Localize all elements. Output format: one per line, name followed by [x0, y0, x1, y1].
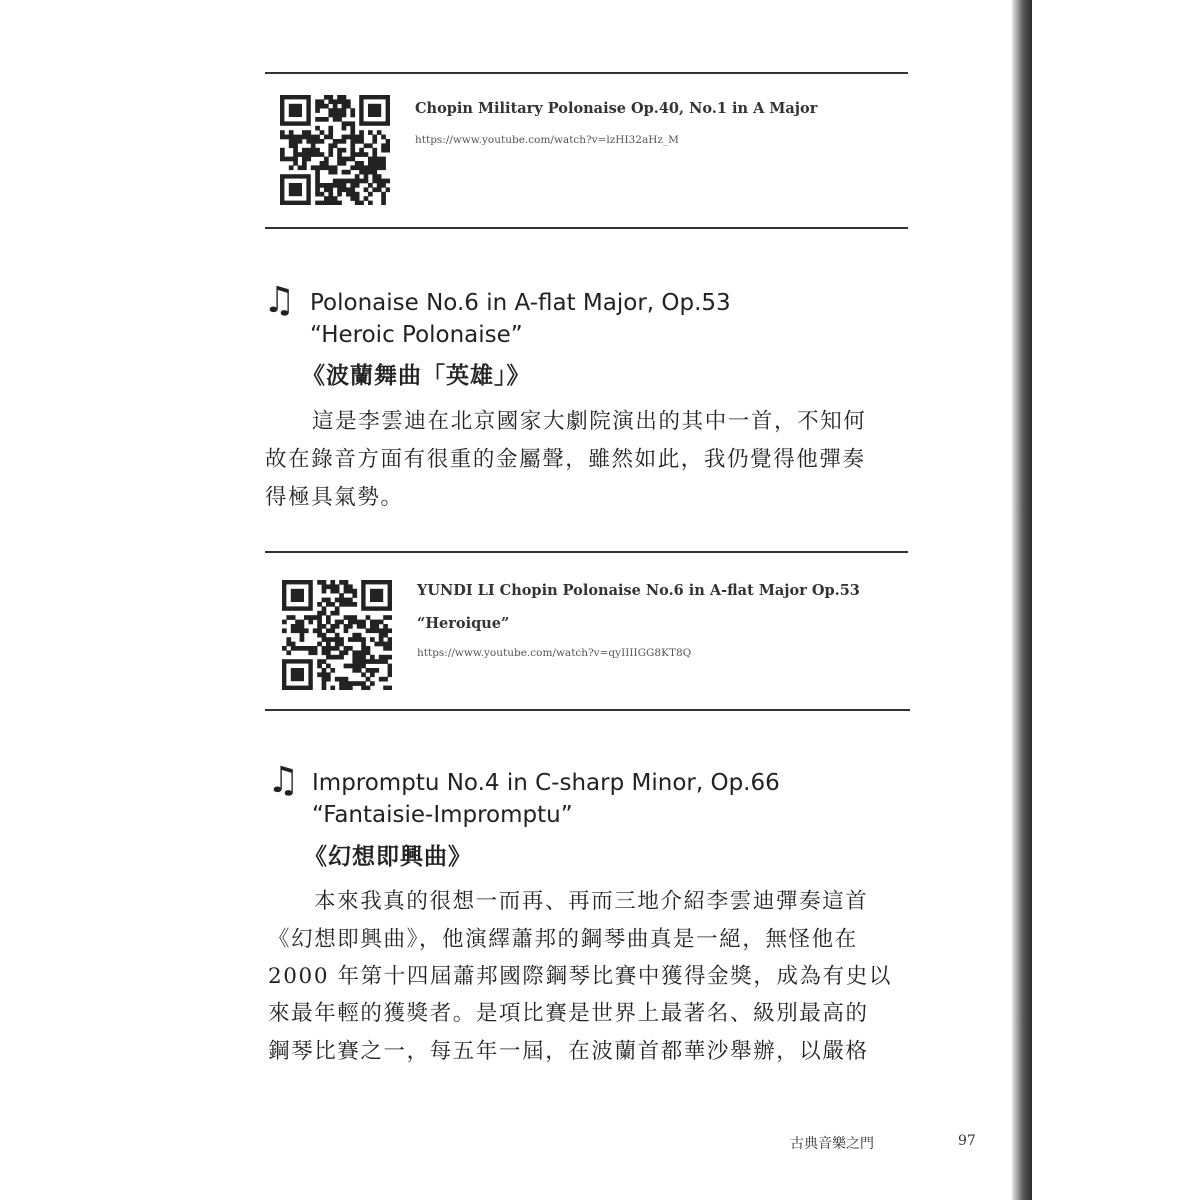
page-gutter-shadow — [1012, 0, 1032, 1200]
divider-line — [265, 72, 908, 74]
qr-link-title: YUNDI LI Chopin Polonaise No.6 in A-flat Major Op.53 — [417, 582, 860, 599]
qr-code-graphic — [282, 580, 392, 690]
piece-subtitle: “Heroic Polonaise” — [310, 322, 523, 348]
paragraph-line: 來最年輕的獲獎者。是項比賽是世界上最著名、級別最高的 — [268, 1001, 869, 1026]
paragraph-line: 《幻想即興曲》，他演繹蕭邦的鋼琴曲真是一絕，無怪他在 — [268, 927, 858, 952]
running-footer-title: 古典音樂之門 — [790, 1136, 874, 1152]
piece-title: Impromptu No.4 in C-sharp Minor, Op.66 — [312, 770, 780, 796]
qr-code-icon — [282, 580, 392, 694]
music-note-icon: ♫ — [267, 760, 300, 801]
paragraph-line: 2000 年第十四屆蕭邦國際鋼琴比賽中獲得金獎，成為有史以 — [268, 964, 892, 989]
divider-line — [265, 709, 910, 711]
piece-title-chinese: 《波蘭舞曲「英雄」》 — [302, 363, 531, 389]
paragraph-line: 故在錄音方面有很重的金屬聲，雖然如此，我仍覺得他彈奏 — [265, 447, 866, 472]
paragraph-line: 這是李雲迪在北京國家大劇院演出的其中一首，不知何 — [312, 409, 867, 434]
paragraph-line: 得極具氣勢。 — [265, 485, 404, 510]
page-margin — [1032, 0, 1200, 1200]
qr-link-url[interactable]: https://www.youtube.com/watch?v=qyIIIIGG8KT8Q — [417, 647, 692, 659]
qr-code-icon — [280, 95, 390, 209]
paragraph-line: 鋼琴比賽之一，每五年一屆，在波蘭首都華沙舉辦，以嚴格 — [268, 1039, 869, 1064]
qr-code-graphic — [280, 95, 390, 205]
divider-line — [265, 227, 908, 229]
piece-subtitle: “Fantaisie-Impromptu” — [312, 802, 573, 828]
page-number: 97 — [958, 1133, 976, 1149]
qr-link-subtitle: “Heroique” — [417, 615, 510, 632]
qr-link-title: Chopin Military Polonaise Op.40, No.1 in A Major — [415, 100, 818, 117]
piece-title: Polonaise No.6 in A-flat Major, Op.53 — [310, 290, 731, 316]
qr-link-url[interactable]: https://www.youtube.com/watch?v=lzHI32aHz_M — [415, 134, 679, 146]
paragraph-line: 本來我真的很想一而再、再而三地介紹李雲迪彈奏這首 — [314, 889, 869, 914]
piece-title-chinese: 《幻想即興曲》 — [304, 844, 472, 870]
music-note-icon: ♫ — [263, 280, 296, 321]
divider-line — [265, 551, 908, 553]
